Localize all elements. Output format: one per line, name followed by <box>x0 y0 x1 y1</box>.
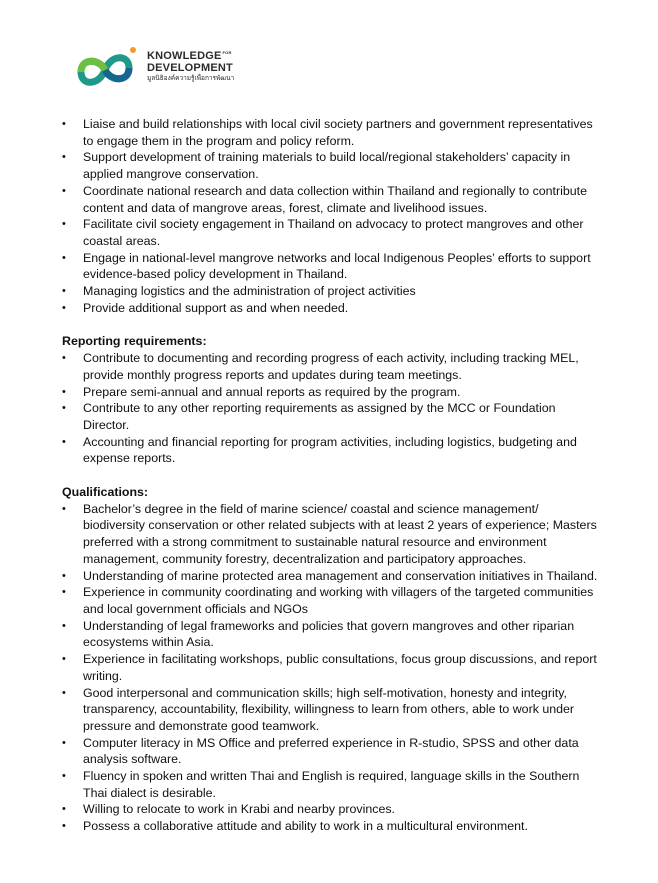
bullet-icon: • <box>62 402 66 415</box>
qualification-item <box>62 584 602 617</box>
responsibility-item <box>62 300 602 317</box>
bullet-icon: • <box>62 502 66 515</box>
qualification-item-text: Understanding of marine protected area management and conservation initiatives in Thailand. <box>83 568 598 583</box>
responsibility-item-text: Provide additional support as and when needed. <box>83 300 349 315</box>
reporting-item-text: Contribute to any other reporting requirements as assigned by the MCC or Foundation Director. <box>83 401 556 432</box>
bullet-icon: • <box>62 301 66 314</box>
qualification-item-text: Computer literacy in MS Office and preferred experience in R-studio, SPSS and other data analysis software. <box>83 735 579 767</box>
logo-mark-icon <box>75 42 145 90</box>
bullet-icon: • <box>62 653 66 666</box>
bullet-icon: • <box>62 820 66 833</box>
responsibility-item <box>62 250 602 283</box>
logo-text-knowledge: KNOWLEDGE <box>147 50 222 62</box>
responsibility-item <box>62 183 602 216</box>
qualification-item <box>62 801 602 818</box>
responsibility-item-text: Liaise and build relationships with local civil society partners and government representatives to engage them in the program and policy reform. <box>83 117 593 148</box>
qualification-item-text: Fluency in spoken and written Thai and English is required, language skills in the Southern Thai dialect is desirable. <box>83 769 580 800</box>
logo-text-for: FOR <box>222 50 232 55</box>
qualification-item <box>62 501 602 568</box>
responsibility-item <box>62 216 602 249</box>
qualification-item <box>62 618 602 651</box>
bullet-icon: • <box>62 569 66 582</box>
reporting-item-text: Prepare semi-annual and annual reports as required by the program. <box>83 384 461 399</box>
logo-wordmark <box>147 51 234 83</box>
responsibility-item-text: Managing logistics and the administration of project activities <box>83 284 416 299</box>
qualifications-list <box>62 501 602 835</box>
bullet-icon: • <box>62 184 66 197</box>
qualification-item-text: Experience in facilitating workshops, public consultations, focus group discussions, and report writing. <box>83 652 597 683</box>
responsibility-item <box>62 116 602 149</box>
qualification-item-text: Willing to relocate to work in Krabi and nearby provinces. <box>83 802 395 817</box>
logo-text-thai: มูลนิธิองค์ความรู้เพื่อการพัฒนา <box>147 75 235 82</box>
responsibility-item-text: Coordinate national research and data collection within Thailand and regionally to contribute content and data of mangrove areas, forest, climate and livelihood issues. <box>83 183 587 215</box>
qualification-item <box>62 651 602 684</box>
reporting-item-text: Accounting and financial reporting for program activities, including logistics, budgeting and expense reports. <box>83 434 577 466</box>
bullet-icon: • <box>62 770 66 783</box>
organization-logo <box>75 42 265 90</box>
reporting-heading: Reporting requirements: <box>62 334 207 349</box>
bullet-icon: • <box>62 151 66 164</box>
logo-text-development: DEVELOPMENT <box>147 62 233 74</box>
responsibility-item-text: Facilitate civil society engagement in Thailand on advocacy to protect mangroves and other coastal areas. <box>83 217 584 248</box>
bullet-icon: • <box>62 619 66 632</box>
bullet-icon: • <box>62 803 66 816</box>
bullet-icon: • <box>62 251 66 264</box>
qualification-item <box>62 818 602 835</box>
bullet-icon: • <box>62 435 66 448</box>
reporting-list <box>62 350 602 467</box>
qualifications-heading: Qualifications: <box>62 485 149 500</box>
bullet-icon: • <box>62 352 66 365</box>
bullet-icon: • <box>62 218 66 231</box>
qualification-item-text: Good interpersonal and communication skills; high self-motivation, honesty and integrity, transparency, accountability, flexibility, willingness to learn from others, able to work under pressure and demonstrate good teamwork. <box>83 685 575 733</box>
bullet-icon: • <box>62 118 66 130</box>
bullet-icon: • <box>62 686 66 699</box>
qualification-item-text: Understanding of legal frameworks and policies that govern mangroves and other riparian ecosystems within Asia. <box>83 618 575 650</box>
reporting-item <box>62 400 602 433</box>
reporting-item-text: Contribute to documenting and recording progress of each activity, including tracking MEL, provide monthly progress reports and updates during team meetings. <box>83 351 579 382</box>
reporting-item <box>62 350 602 383</box>
responsibility-item <box>62 283 602 300</box>
qualification-item <box>62 735 602 768</box>
reporting-item <box>62 434 602 467</box>
bullet-icon: • <box>62 736 66 749</box>
responsibility-item-text: Support development of training materials to build local/regional stakeholders’ capacity in applied mangrove conservation. <box>83 150 571 182</box>
qualification-item <box>62 768 602 801</box>
responsibilities-list <box>62 116 602 316</box>
bullet-icon: • <box>62 586 66 599</box>
responsibility-item-text: Engage in national-level mangrove networks and local Indigenous Peoples’ efforts to support evidence-based policy development in Thailand. <box>83 250 591 282</box>
qualification-item-text: Bachelor’s degree in the field of marine science/ coastal and science management/ biodiversity conservation or other related subjects with at least 2 years of experience; Masters preferred with a strong commitment to sustainable natural resource and environment management, community forestry, decentralization and participatory approaches. <box>83 501 597 566</box>
reporting-item <box>62 384 602 401</box>
responsibility-item <box>62 149 602 182</box>
qualification-item-text: Possess a collaborative attitude and ability to work in a multicultural environment. <box>83 819 528 834</box>
qualification-item <box>62 568 602 585</box>
document-body <box>62 116 602 835</box>
bullet-icon: • <box>62 285 66 298</box>
qualification-item-text: Experience in community coordinating and working with villagers of the targeted communities and local government officials and NGOs <box>83 585 594 616</box>
bullet-icon: • <box>62 385 66 398</box>
qualification-item <box>62 685 602 735</box>
